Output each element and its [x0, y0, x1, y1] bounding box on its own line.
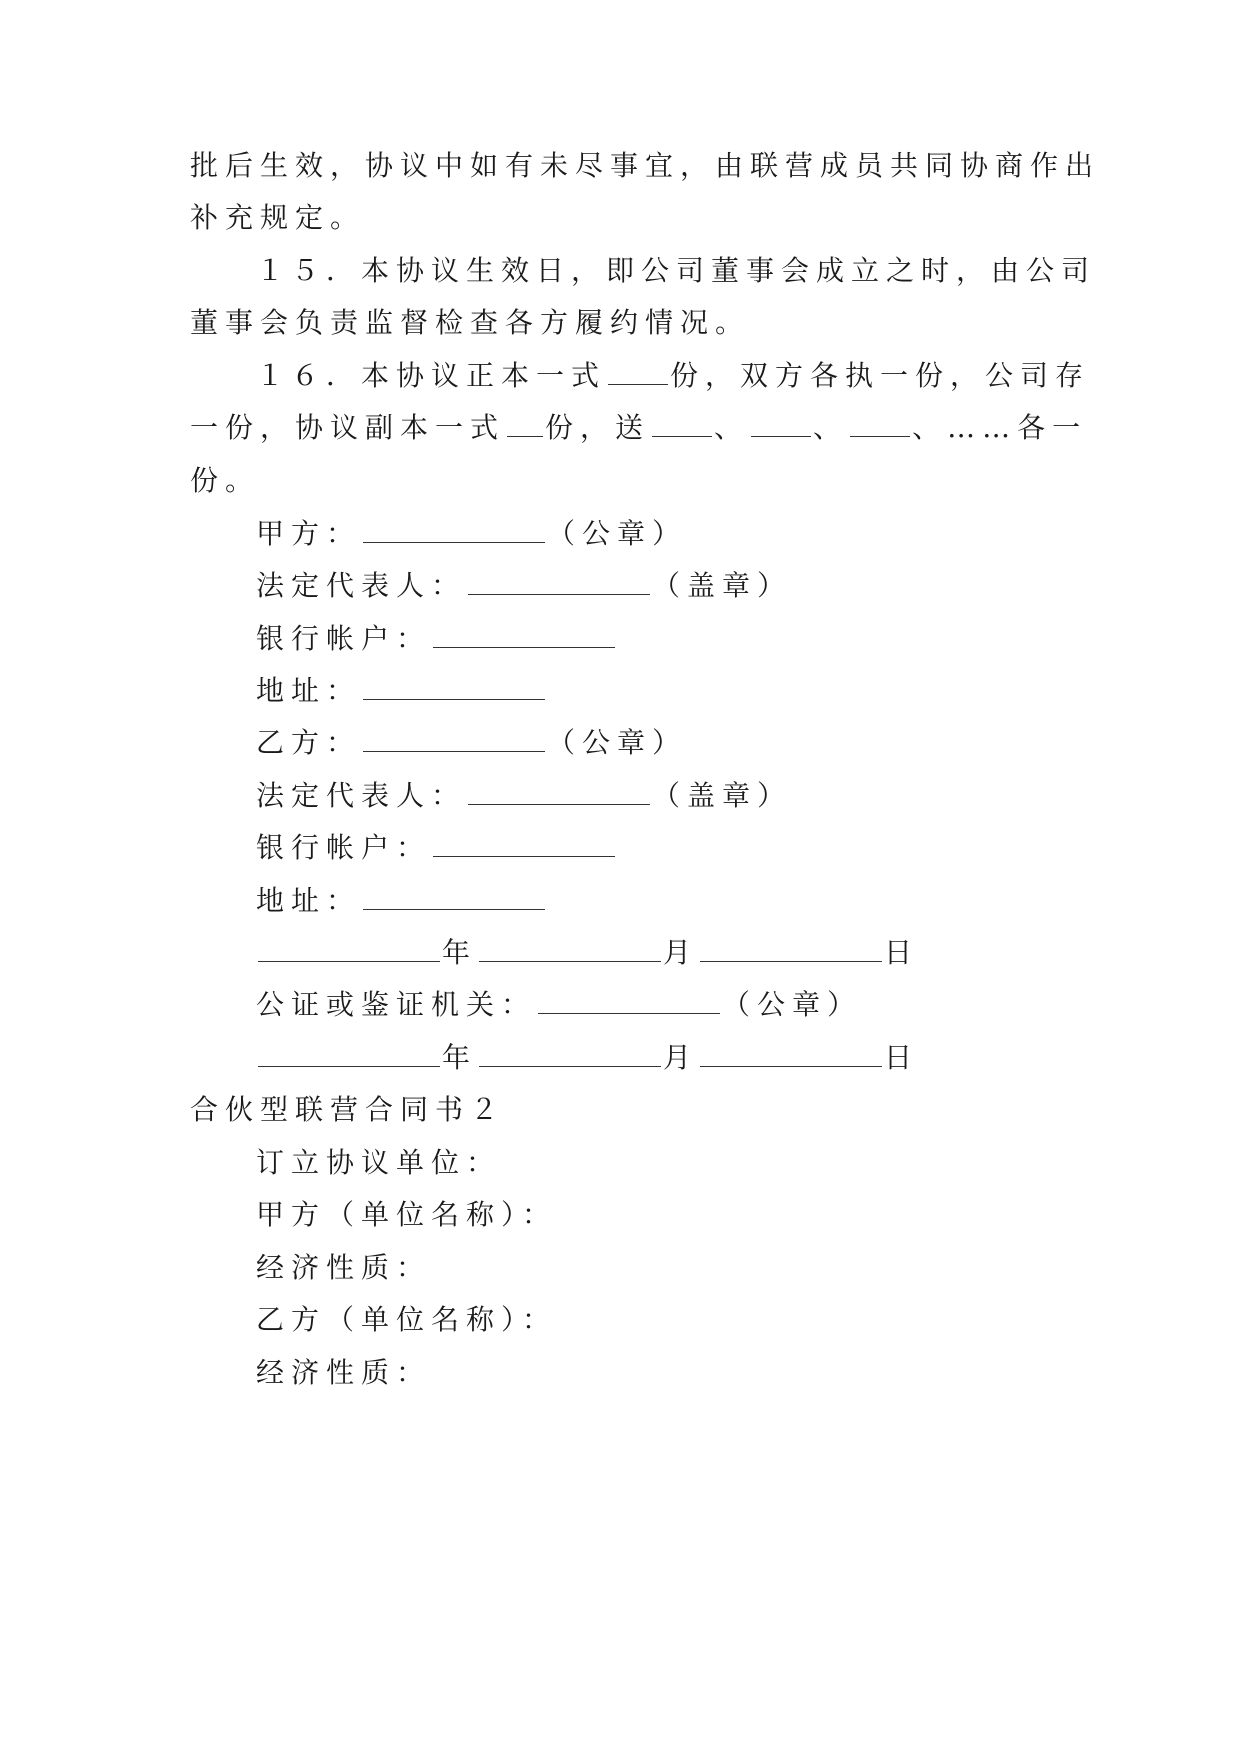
paragraph-line	[256, 1248, 431, 1288]
blank-line	[538, 989, 720, 1014]
blank-line	[433, 623, 615, 648]
text: １６．本协议正本一式	[256, 359, 607, 392]
text: 份，送	[545, 411, 651, 444]
notary-field	[256, 985, 862, 1025]
blank-line	[507, 412, 543, 437]
text: 月	[663, 936, 699, 969]
text: （盖章）	[652, 779, 793, 812]
text: 、	[813, 411, 849, 444]
blank-line	[700, 1042, 882, 1067]
blank-line	[751, 412, 811, 437]
blank-line	[363, 885, 545, 910]
label: 法定代表人：	[256, 569, 467, 602]
text: （公章）	[722, 988, 863, 1021]
paragraph-line	[190, 461, 260, 501]
paragraph-line	[190, 303, 750, 343]
text: 批后生效，协议中如有未尽事宜，由联营成员共同协商作出	[190, 149, 1101, 182]
blank-line	[479, 1042, 661, 1067]
label: 地址：	[256, 884, 362, 917]
blank-line	[258, 1042, 440, 1067]
text: （盖章）	[652, 569, 793, 602]
text: 、……各一	[912, 411, 1088, 444]
blank-line	[258, 937, 440, 962]
paragraph-line	[190, 408, 1087, 448]
clause-16-line	[256, 356, 1090, 396]
paragraph-line	[190, 146, 1100, 186]
label: 银行帐户：	[256, 622, 432, 655]
paragraph-line	[256, 1353, 431, 1393]
text: 日	[884, 1041, 920, 1074]
text: 日	[884, 936, 920, 969]
legal-rep-field	[256, 776, 792, 816]
text: 年	[442, 936, 478, 969]
label: 甲方：	[256, 517, 362, 550]
text: 份，双方各执一份，公司存	[670, 359, 1091, 392]
blank-line	[608, 360, 668, 385]
text: （公章）	[547, 517, 688, 550]
paragraph-line	[256, 1143, 501, 1183]
bank-account-field	[256, 828, 617, 868]
text: 份。	[190, 464, 261, 497]
label: 银行帐户：	[256, 831, 432, 864]
text: 甲方（单位名称）：	[256, 1198, 558, 1231]
address-field	[256, 881, 547, 921]
paragraph-line	[256, 1195, 557, 1235]
label: 乙方：	[256, 726, 362, 759]
blank-line	[479, 937, 661, 962]
text: 经济性质：	[256, 1251, 432, 1284]
blank-line	[363, 675, 545, 700]
date-line	[256, 933, 919, 973]
blank-line	[363, 518, 545, 543]
blank-line	[468, 570, 650, 595]
blank-line	[700, 937, 882, 962]
text: （公章）	[547, 726, 688, 759]
section-title	[190, 1090, 505, 1130]
blank-line	[850, 412, 910, 437]
text: 合伙型联营合同书２	[190, 1093, 506, 1126]
party-b-field	[256, 723, 687, 763]
blank-line	[433, 832, 615, 857]
label: 法定代表人：	[256, 779, 467, 812]
text: 月	[663, 1041, 699, 1074]
paragraph-line	[256, 1300, 557, 1340]
legal-rep-field	[256, 566, 792, 606]
bank-account-field	[256, 619, 617, 659]
text: 年	[442, 1041, 478, 1074]
text: 经济性质：	[256, 1356, 432, 1389]
text: 、	[714, 411, 750, 444]
text: 董事会负责监督检查各方履约情况。	[190, 306, 751, 339]
text: 一份，协议副本一式	[190, 411, 506, 444]
paragraph-line	[190, 198, 365, 238]
text: １５．本协议生效日，即公司董事会成立之时，由公司	[256, 254, 1097, 287]
address-field	[256, 671, 547, 711]
label: 公证或鉴证机关：	[256, 988, 537, 1021]
blank-line	[652, 412, 712, 437]
date-line	[256, 1038, 919, 1078]
blank-line	[363, 727, 545, 752]
label: 地址：	[256, 674, 362, 707]
party-a-field	[256, 514, 687, 554]
blank-line	[468, 780, 650, 805]
clause-15-line	[256, 251, 1096, 291]
text: 补充规定。	[190, 201, 366, 234]
text: 乙方（单位名称）：	[256, 1303, 558, 1336]
text: 订立协议单位：	[256, 1146, 502, 1179]
